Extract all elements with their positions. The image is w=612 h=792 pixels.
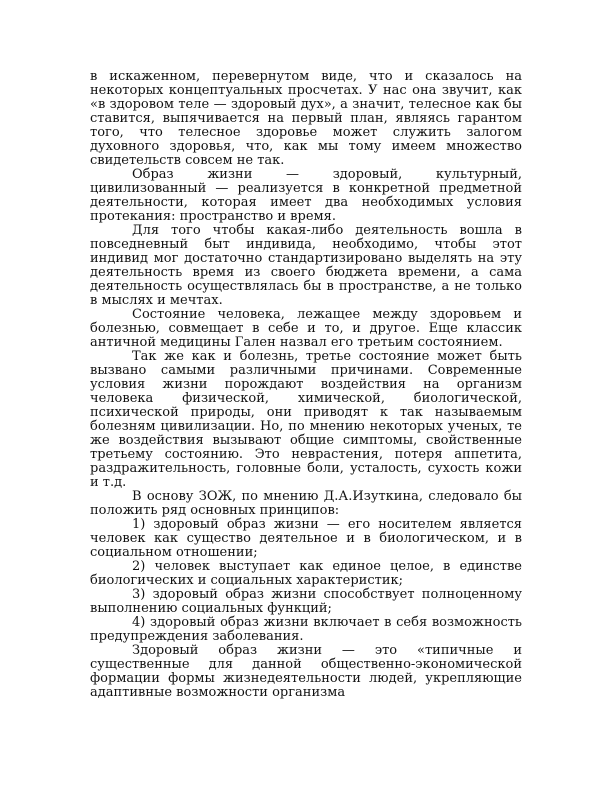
list-item-2: 2) человек выступает как единое целое, в единстве биологических и социальных характеристик; xyxy=(90,559,522,588)
paragraph-5: Так же как и болезнь, третье состояние может быть вызвано самыми различными причинами. Современные условия жизни порождают воздействия на организм человека физической, химической, биологической, психической природы, они приводят к так называемым болезням цивилизации. Но, по мнению некоторых ученых, те же воздействия вызывают общие симптомы, свойственные третьему состоянию. Это неврастения, потеря аппетита, раздражительность, головные боли, усталость, сухость кожи и т.д. xyxy=(90,349,522,490)
paragraph-4: Состояние человека, лежащее между здоровьем и болезнью, совмещает в себе и то, и другое. Еще классик античной медицины Гален назвал его третьим состоянием. xyxy=(90,307,522,350)
list-item-1: 1) здоровый образ жизни — его носителем является человек как существо деятельное и в биологическом, и в социальном отношении; xyxy=(90,517,522,560)
paragraph-3: Для того чтобы какая-либо деятельность вошла в повседневный быт индивида, необходимо, чтобы этот индивид мог достаточно стандартизировано выделять на эту деятельность время из своего бюджета времени, а сама деятельность осуществлялась бы в пространстве, а не только в мыслях и мечтах. xyxy=(90,223,522,308)
list-item-3: 3) здоровый образ жизни способствует полноценному выполнению социальных функций; xyxy=(90,587,522,616)
document-page xyxy=(90,70,522,700)
list-item-4: 4) здоровый образ жизни включает в себя возможность предупреждения заболевания. xyxy=(90,615,522,644)
paragraph-6: В основу ЗОЖ, по мнению Д.А.Изуткина, следовало бы положить ряд основных принципов: xyxy=(90,489,522,518)
paragraph-1: в искаженном, перевернутом виде, что и сказалось на некоторых концептуальных просчетах. У нас она звучит, как «в здоровом теле — здоровый дух», а значит, телесное как бы ставится, выпячивается на первый план, являясь гарантом того, что телесное здоровье может служить залогом духовного здоровья, что, как мы тому имеем множество свидетельств совсем не так. xyxy=(90,69,522,168)
paragraph-7: Здоровый образ жизни — это «типичные и существенные для данной общественно-экономической формации формы жизнедеятельности людей, укрепляющие адаптивные возможности организма xyxy=(90,643,522,700)
paragraph-2: Образ жизни — здоровый, культурный, цивилизованный — реализуется в конкретной предметной деятельности, которая имеет два необходимых условия протекания: пространство и время. xyxy=(90,167,522,224)
